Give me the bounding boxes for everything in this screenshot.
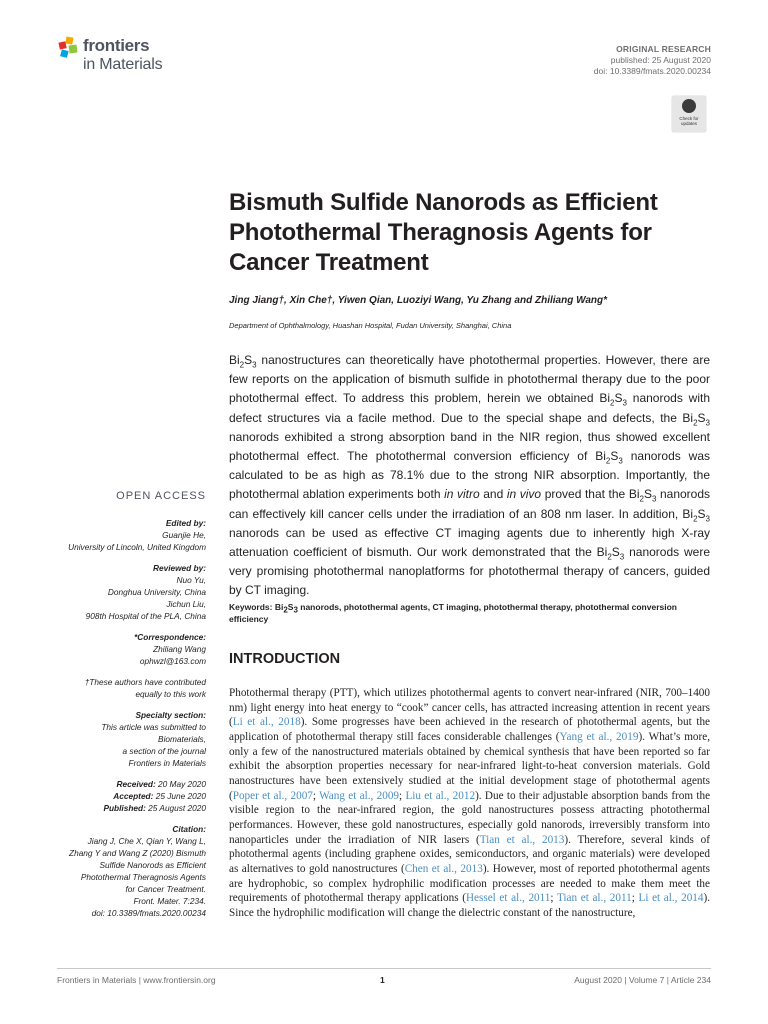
journal-logo[interactable] (57, 34, 197, 80)
reviewer-affiliation: Donghua University, China (107, 587, 206, 597)
citation-link[interactable]: Poper et al., 2007 (232, 789, 313, 802)
citation-link[interactable]: Yang et al., 2019 (559, 730, 639, 743)
citation-link[interactable]: Hessel et al., 2011 (465, 892, 551, 905)
frontiers-logo-icon (57, 36, 81, 60)
citation-doi[interactable]: doi: 10.3389/fmats.2020.00234 (91, 908, 206, 918)
footer-divider (57, 968, 711, 969)
reviewer-affiliation: 908th Hospital of the PLA, China (85, 611, 206, 621)
introduction-body: Photothermal therapy (PTT), which utilizes photothermal agents to convert near-infrared (NIR, 700–1400 nm) light energy into heat energy to “cook” cancer cells, has attracted increasing attention in recent years (Li et al., 2018). Some progresses have been achieved in the research of photothermal agents, but the application of photothermal therapy still faces considerable challenges (Yang et al., 2019). What’s more, only a few of the nanostructured materials obtained by chemical synthesis that have been reported so far exhibit the absorption properties necessary for near-infrared light-to-heat conversion materials. Gold nanostructures have been extensively studied at the initial development stage of photothermal agents (Poper et al., 2007; Wang et al., 2009; Liu et al., 2012). Due to their adjustable absorption bands from the visible region to the near-infrared region, the gold nanostructures possess attracting photothermal performances. However, these gold nanostructures, especially gold nanorods, irreversibly transform into nanoparticles under the irradiation of NIR lasers (Tian et al., 2013). Therefore, several kinds of photothermal agents (including graphene oxides, semiconductors, and organic materials) were developed as alternatives to gold nanostructures (Chen et al., 2013). However, most of reported photothermal agents are hydrophobic, so complex hydrophilic modification processes are needed to make them meet the requirements of photothermal therapy applications (Hessel et al., 2011; Tian et al., 2011; Li et al., 2014). Since the hydrophilic modification will change the dielectric constant of the nanostructure, (229, 687, 711, 919)
author-list[interactable]: Jing Jiang†, Xin Che†, Yiwen Qian, Luoziyi Wang, Yu Zhang and Zhiliang Wang* (229, 295, 608, 306)
abstract: $Bi_2S_3$ nanostructures can theoretically have photothermal properties. However, there are few reports on the application of bismuth sulfide in photothermal therapy due to the poor photothermal effect. To address this problem, herein we obtained $Bi_2S_3$ nanorods with defect structures via a facile method. Due to the special shape and defects, the $Bi_2S_3$ nanorods exhibited a strong absorption band in the NIR region, thus showed excellent photothermal effect. The photothermal conversion efficiency of $Bi_2S_3$ nanorods was calculated to be as high as 78.1% due to the strong NIR absorption. Importantly, the photothermal ablation experiments both in vitro and in vivo proved that the $Bi_2S_3$ nanorods can effectively kill cancer cells under the irradiation of an 808 nm laser. In addition, $Bi_2S_3$ nanorods can be used as effective CT imaging agents due to inherently high X-ray attenuation coefficient of bismuth. Our work demonstrated that the $Bi_2S_3$ nanorods were very promising photothermal nanoplatforms for photothermal therapy of cancers, guided by CT imaging. (229, 353, 711, 598)
citation-link[interactable]: Chen et al., 2013 (404, 862, 483, 875)
affiliation: Department of Ophthalmology, Huashan Hospital, Fudan University, Shanghai, China (229, 321, 512, 330)
accepted-date: Accepted: 25 June 2020 (113, 791, 206, 801)
citation-heading: Citation: (172, 824, 206, 834)
citation-line: for Cancer Treatment. (125, 884, 206, 894)
citation-line: Sulfide Nanorods as Efficient (99, 860, 206, 870)
logo-frontiers-text: frontiers (83, 36, 150, 55)
specialty-line: This article was submitted to (101, 722, 206, 732)
citation-link[interactable]: Li et al., 2018 (232, 716, 301, 729)
page-number: 1 (380, 975, 385, 985)
correspondence-name: Zhiliang Wang (153, 644, 206, 654)
citation-line: Front. Mater. 7:234. (133, 896, 206, 906)
citation-line: Photothermal Theragnosis Agents (80, 872, 206, 882)
reviewer-name[interactable]: Jichun Liu, (166, 599, 206, 609)
published-date-sidebar: Published: 25 August 2020 (103, 803, 206, 813)
equal-contribution-note-2: equally to this work (135, 689, 206, 699)
reviewed-by-heading: Reviewed by: (152, 563, 206, 573)
received-date: Received: 20 May 2020 (116, 779, 206, 789)
footer-journal-link[interactable]: Frontiers in Materials | www.frontiersin.org (57, 975, 216, 985)
specialty-line: Frontiers in Materials (128, 758, 206, 768)
check-for-updates-badge[interactable] (672, 96, 706, 132)
article-info-sidebar (26, 517, 206, 919)
citation-line: Jiang J, Che X, Qian Y, Wang L, (87, 836, 206, 846)
check-updates-icon (682, 99, 696, 113)
citation-link[interactable]: Liu et al., 2012 (405, 789, 476, 802)
open-access-label: OPEN ACCESS (116, 490, 206, 502)
check-updates-label: Check for updates (679, 116, 699, 126)
article-title: Bismuth Sulfide Nanorods as Efficient Photothermal Theragnosis Agents for Cancer Treatment (229, 189, 658, 276)
specialty-line: a section of the journal (122, 746, 206, 756)
equal-contribution-note: †These authors have contributed (84, 677, 206, 687)
editor-affiliation: University of Lincoln, United Kingdom (68, 542, 206, 552)
section-heading-introduction: INTRODUCTION (229, 651, 341, 667)
article-type-label: ORIGINAL RESEARCH (616, 44, 711, 54)
footer-issue-info: August 2020 | Volume 7 | Article 234 (574, 975, 711, 985)
keywords: Keywords: $Bi_2S_3$ nanorods, photothermal agents, CT imaging, photothermal therapy, photothermal conversion efficiency (229, 602, 677, 624)
correspondence-email[interactable]: ophwzl@163.com (139, 656, 206, 666)
published-date: published: 25 August 2020 (610, 55, 711, 65)
citation-link[interactable]: Wang et al., 2009 (319, 789, 400, 802)
logo-journal-text: in Materials (83, 56, 163, 73)
reviewer-name[interactable]: Nuo Yu, (176, 575, 206, 585)
citation-link[interactable]: Tian et al., 2013 (479, 833, 565, 846)
citation-link[interactable]: Tian et al., 2011 (556, 892, 632, 905)
specialty-line: Biomaterials, (158, 734, 206, 744)
doi-link[interactable]: doi: 10.3389/fmats.2020.00234 (593, 66, 711, 76)
edited-by-heading: Edited by: (165, 518, 206, 528)
editor-name[interactable]: Guanjie He, (162, 530, 206, 540)
correspondence-heading: *Correspondence: (134, 632, 206, 642)
citation-line: Zhang Y and Wang Z (2020) Bismuth (69, 848, 206, 858)
citation-link[interactable]: Li et al., 2014 (638, 892, 704, 905)
specialty-section-heading: Specialty section: (135, 710, 206, 720)
